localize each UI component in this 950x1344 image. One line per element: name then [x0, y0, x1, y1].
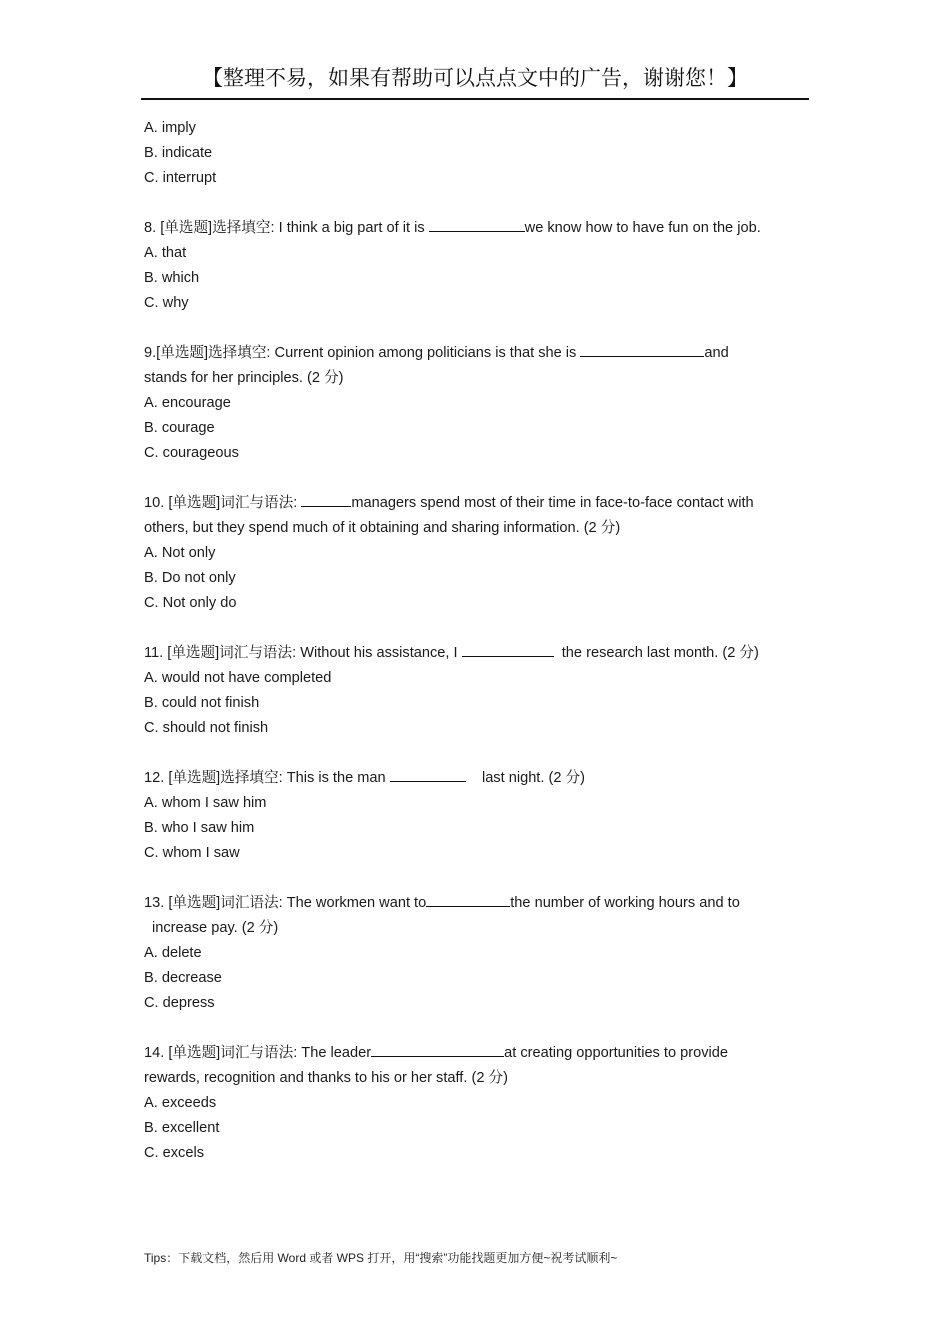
option-13a: A. delete: [144, 945, 202, 961]
question-11: [144, 641, 812, 741]
question-10-stem: [144, 491, 812, 516]
answer-blank: [301, 492, 351, 507]
option-10a: A. Not only: [144, 545, 216, 561]
question-10-suffix: managers spend most of their time in face-to-face contact with: [351, 495, 754, 511]
question-9-suffix: and: [704, 345, 729, 361]
answer-blank: [580, 342, 704, 357]
question-12-stem: [144, 766, 812, 791]
option-14a: A. exceeds: [144, 1095, 217, 1111]
answer-blank: [371, 1042, 504, 1057]
question-7-options: [144, 116, 812, 191]
option-7b: B. indicate: [144, 145, 213, 161]
option-9c: C. courageous: [144, 445, 239, 461]
question-11-suffix: the research last month. (2 分): [561, 645, 759, 661]
option-8b: B. which: [144, 270, 200, 286]
question-10-stem-line2: others, but they spend much of it obtaining and sharing information. (2 分): [144, 520, 621, 536]
option-9b: B. courage: [144, 420, 215, 436]
footer-tips: Tips：下载文档，然后用 Word 或者 WPS 打开，用“搜索”功能找题更加方便~祝考试顺利~: [144, 1251, 618, 1265]
option-12b: B. who I saw him: [144, 820, 255, 836]
question-14-suffix: at creating opportunities to provide: [504, 1045, 729, 1061]
option-12a: A. whom I saw him: [144, 795, 267, 811]
option-13c: C. depress: [144, 995, 215, 1011]
question-12: [144, 766, 812, 866]
question-13-suffix: the number of working hours and to: [510, 895, 740, 911]
option-13b: B. decrease: [144, 970, 222, 986]
question-12-suffix: last night. (2 分): [481, 770, 585, 786]
question-8-suffix: we know how to have fun on the job.: [524, 220, 761, 236]
question-11-prefix: 11. [单选题]词汇与语法: Without his assistance, I: [144, 645, 462, 661]
question-13-stem: [144, 891, 812, 916]
question-10-prefix: 10. [单选题]词汇与语法:: [144, 495, 302, 511]
answer-blank: [462, 642, 554, 657]
question-8-stem: [144, 216, 812, 241]
question-9-prefix: 9.[单选题]选择填空: Current opinion among politicians is that she is: [144, 345, 581, 361]
question-14-stem-line2: rewards, recognition and thanks to his or her staff. (2 分): [144, 1070, 508, 1086]
question-10: [144, 491, 812, 616]
question-list: [144, 116, 812, 1166]
question-9: [144, 341, 812, 466]
option-10c: C. Not only do: [144, 595, 237, 611]
page-header-title: 【整理不易，如果有帮助可以点点文中的广告，谢谢您！】: [202, 66, 748, 90]
option-14b: B. excellent: [144, 1120, 220, 1136]
question-9-stem: [144, 341, 812, 366]
question-14-prefix: 14. [单选题]词汇与语法: The leader: [144, 1045, 372, 1061]
question-9-stem-line2: stands for her principles. (2 分): [144, 370, 344, 386]
option-11a: A. would not have completed: [144, 670, 332, 686]
option-11c: C. should not finish: [144, 720, 269, 736]
header-divider: [141, 98, 809, 100]
option-7c: C. interrupt: [144, 170, 217, 186]
question-8-prefix: 8. [单选题]选择填空: I think a big part of it is: [144, 220, 429, 236]
option-9a: A. encourage: [144, 395, 231, 411]
answer-blank: [429, 217, 525, 232]
answer-blank: [390, 767, 466, 782]
question-13-prefix: 13. [单选题]词汇语法: The workmen want to: [144, 895, 427, 911]
option-10b: B. Do not only: [144, 570, 236, 586]
question-8: [144, 216, 812, 316]
option-8a: A. that: [144, 245, 187, 261]
option-8c: C. why: [144, 295, 189, 311]
question-13: [144, 891, 812, 1016]
question-14-stem: [144, 1041, 812, 1066]
option-12c: C. whom I saw: [144, 845, 240, 861]
answer-blank: [426, 892, 510, 907]
option-11b: B. could not finish: [144, 695, 260, 711]
option-14c: C. excels: [144, 1145, 205, 1161]
question-12-prefix: 12. [单选题]选择填空: This is the man: [144, 770, 390, 786]
question-14: [144, 1041, 812, 1166]
question-11-stem: [144, 641, 812, 666]
option-7a: A. imply: [144, 120, 196, 136]
question-13-stem-line2: increase pay. (2 分): [152, 920, 279, 936]
